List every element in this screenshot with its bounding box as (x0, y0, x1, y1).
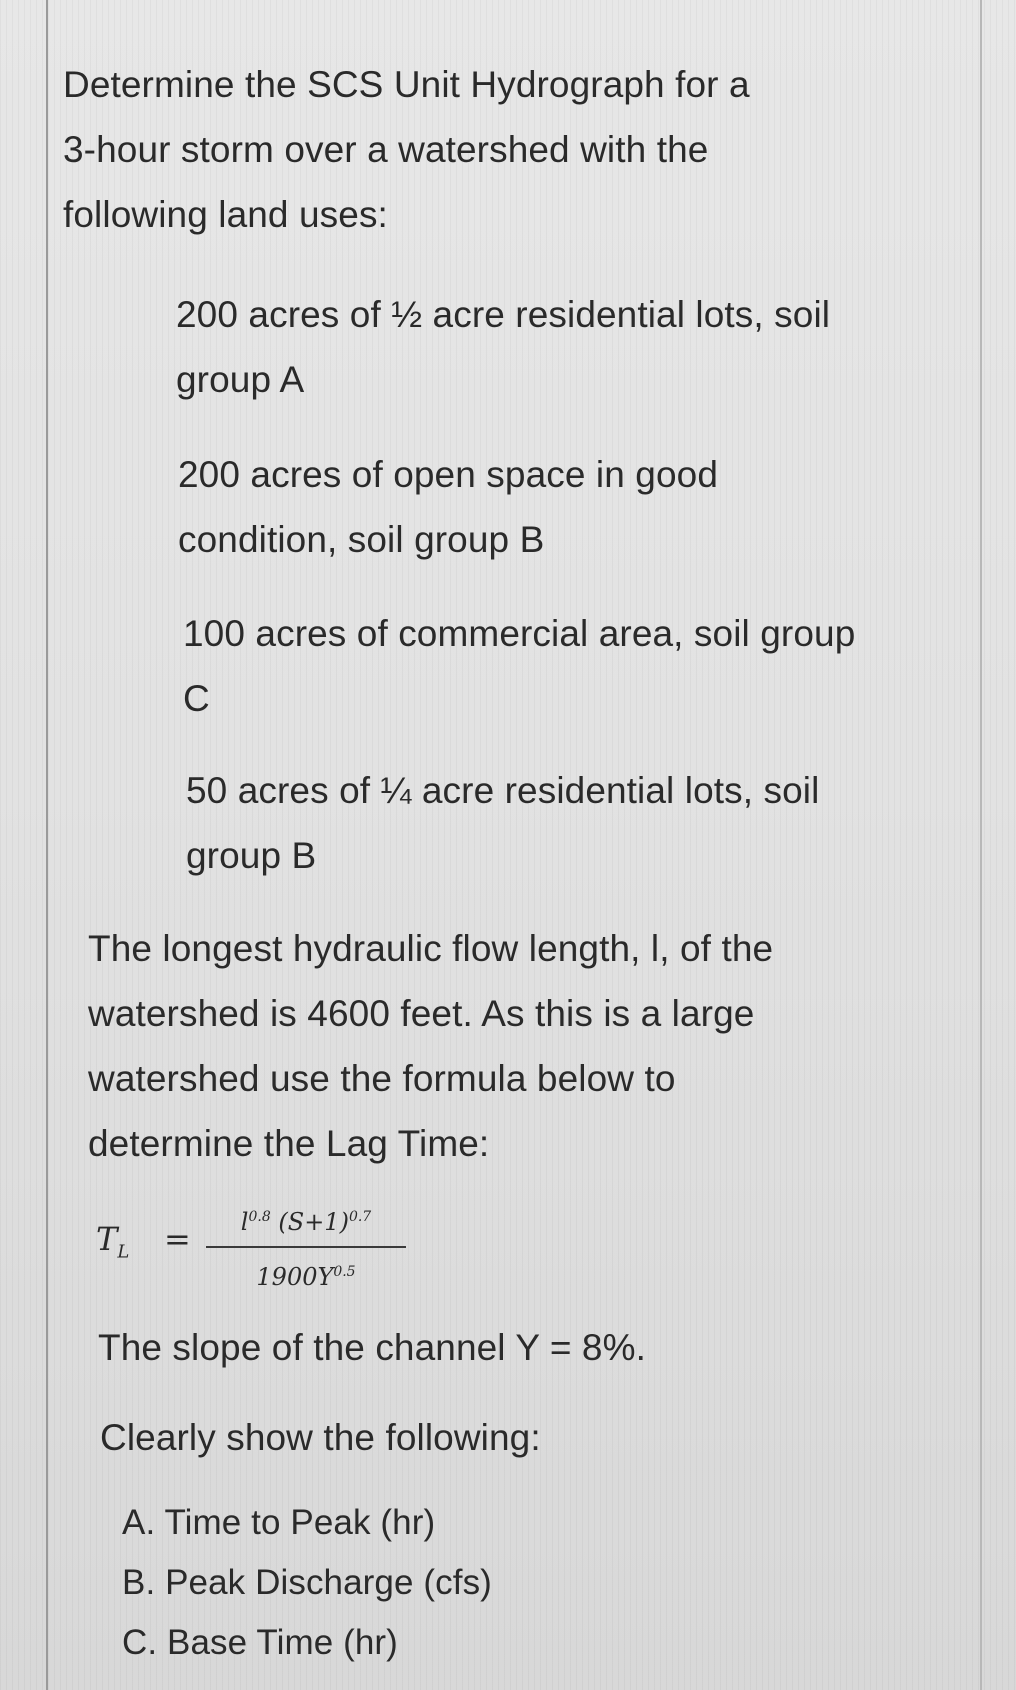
answer-item: B. Peak Discharge (cfs) (122, 1563, 492, 1602)
intro-line-2: 3-hour storm over a watershed with the (63, 129, 709, 170)
land-use-item (178, 442, 718, 572)
land-use-item-line-1: 200 acres of ½ acre residential lots, soil (176, 294, 831, 335)
flow-line-1: The longest hydraulic flow length, l, of the (88, 928, 774, 969)
denominator-exponent: 0.5 (333, 1264, 356, 1280)
land-use-item-line-1: 100 acres of commercial area, soil group (183, 613, 856, 654)
formula-denominator (206, 1252, 406, 1297)
formula-numerator (206, 1195, 406, 1244)
formula-equals: = (164, 1220, 191, 1258)
land-use-item (176, 282, 830, 412)
formula-lhs-symbol: T (96, 1220, 118, 1258)
formula-lhs-subscript: L (117, 1241, 130, 1263)
numerator-exponent-2: 0.7 (348, 1209, 372, 1225)
land-use-item-line-1: 50 acres of ¼ acre residential lots, soil (186, 770, 820, 811)
intro-paragraph (63, 52, 750, 247)
left-border (46, 0, 48, 1690)
numerator-base-1: l (240, 1208, 249, 1236)
flow-line-4: determine the Lag Time: (88, 1123, 490, 1164)
intro-line-3: following land uses: (63, 194, 388, 235)
flow-line-2: watershed is 4600 feet. As this is a large (88, 993, 755, 1034)
flow-line-3: watershed use the formula below to (88, 1058, 676, 1099)
answer-item: A. Time to Peak (hr) (122, 1503, 436, 1542)
slope-sentence: The slope of the channel Y = 8%. (98, 1327, 646, 1368)
land-use-item-line-2: C (183, 678, 210, 719)
right-border (980, 0, 982, 1690)
formula-lhs (96, 1220, 129, 1262)
land-use-item (186, 758, 819, 888)
land-use-item-line-2: group B (186, 835, 317, 876)
land-use-item-line-2: group A (176, 359, 305, 400)
flow-length-paragraph (88, 916, 773, 1176)
clearly-show-heading: Clearly show the following: (100, 1417, 541, 1458)
land-use-item-line-2: condition, soil group B (178, 519, 545, 560)
numerator-base-2: (S+1) (278, 1208, 349, 1236)
answer-item: C. Base Time (hr) (122, 1623, 398, 1662)
formula-fraction (206, 1195, 406, 1297)
numerator-exponent-1: 0.8 (248, 1209, 271, 1225)
land-use-item (183, 601, 855, 731)
intro-line-1: Determine the SCS Unit Hydrograph for a (63, 64, 750, 105)
answer-list (122, 1493, 492, 1673)
lag-time-formula (96, 1195, 416, 1305)
land-use-item-line-1: 200 acres of open space in good (178, 454, 718, 495)
fraction-bar (206, 1246, 406, 1248)
denominator-base: 1900Y (256, 1263, 334, 1291)
